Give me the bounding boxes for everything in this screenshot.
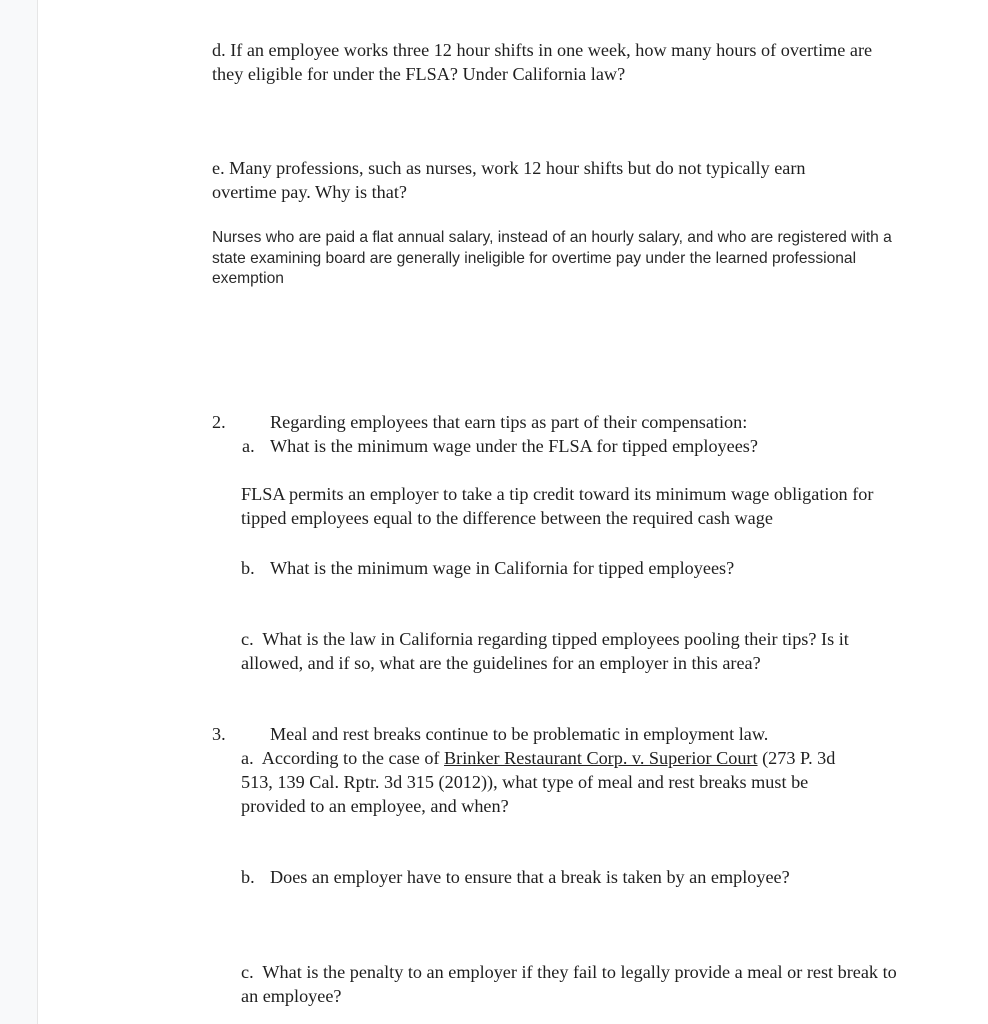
q2-c-marker: c.: [241, 629, 254, 649]
q3-b-question: Does an employer have to ensure that a break is taken by an employee?: [270, 867, 790, 887]
q3-c-item: [241, 960, 901, 1008]
q1-e-question: e. Many professions, such as nurses, work 12 hour shifts but do not typically earn overtime pay. Why is that?: [212, 158, 806, 202]
q3-c-marker: c.: [241, 962, 254, 982]
q3-a-item: [241, 746, 871, 818]
q3-heading: Meal and rest breaks continue to be problematic in employment law.: [270, 724, 769, 744]
q2-heading: Regarding employees that earn tips as part of their compensation:: [270, 412, 748, 432]
q3-a-marker: a.: [241, 748, 254, 768]
q2-a-question: What is the minimum wage under the FLSA for tipped employees?: [270, 436, 758, 456]
q1-d-question: d. If an employee works three 12 hour shifts in one week, how many hours of overtime are they eligible for under the FLSA? Under California law?: [212, 40, 873, 84]
q2-c-question: What is the law in California regarding tipped employees pooling their tips? Is it allowed, and if so, what are the guidelines for an employer in this area?: [241, 629, 849, 673]
q3-b-marker: b.: [241, 867, 255, 887]
page-gutter: [0, 0, 38, 1024]
q2-a-answer: FLSA permits an employer to take a tip credit toward its minimum wage obligation for tipped employees equal to the difference between the required cash wage: [241, 484, 874, 528]
q3-a-prefix: According to the case of: [261, 748, 445, 768]
q3-number: 3.: [212, 724, 226, 744]
q2-number: 2.: [212, 412, 226, 432]
q2-b-marker: b.: [241, 558, 255, 578]
q2-c-item: [241, 627, 911, 675]
q2-a-marker: a.: [242, 436, 255, 456]
q2-b-question: What is the minimum wage in California for tipped employees?: [270, 558, 735, 578]
q3-c-question: What is the penalty to an employer if they fail to legally provide a meal or rest break to an employee?: [241, 962, 897, 1006]
q1-e-answer: Nurses who are paid a flat annual salary, instead of an hourly salary, and who are registered with a state examining board are generally ineligible for overtime pay under the learned professional exemption: [212, 229, 892, 287]
q3-a-case-name: Brinker Restaurant Corp. v. Superior Court: [444, 748, 758, 768]
q3-a-suffix: (273 P. 3d 513, 139 Cal. Rptr. 3d 315 (2012)), what type of meal and rest breaks must be provided to an employee, and when?: [241, 748, 836, 816]
